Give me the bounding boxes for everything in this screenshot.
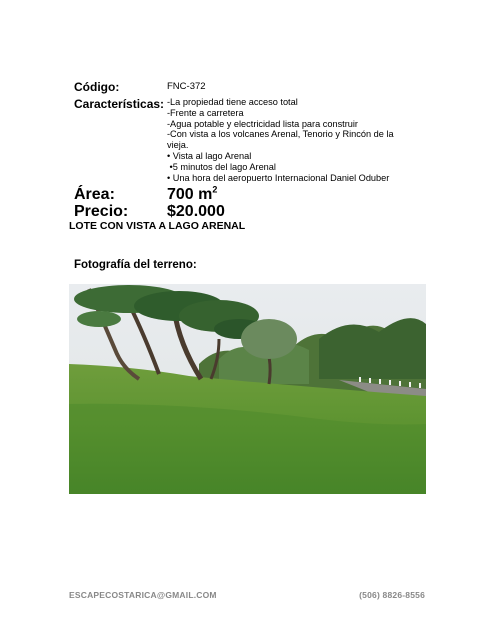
code-value: FNC-372 — [167, 81, 206, 92]
price-label: Precio: — [74, 203, 129, 220]
area-value-wrap — [167, 186, 217, 204]
feature-item: •5 minutos del lago Arenal — [167, 161, 276, 172]
feature-item: -Frente a carretera — [167, 107, 244, 118]
footer-email: ESCAPECOSTARICA@GMAIL.COM — [69, 590, 217, 600]
land-photo — [69, 284, 426, 494]
listing-title: LOTE CON VISTA A LAGO ARENAL — [69, 220, 246, 232]
photo-section-label: Fotografía del terreno: — [74, 259, 197, 271]
feature-item: -La propiedad tiene acceso total — [167, 97, 298, 107]
code-label: Código: — [74, 80, 120, 94]
area-value: 700 m — [167, 186, 213, 203]
features-list — [167, 97, 417, 183]
feature-item: -Con vista a los volcanes Arenal, Tenorio y Rincón de la — [167, 129, 394, 140]
feature-item: • Vista al lago Arenal — [167, 150, 252, 161]
area-label: Área: — [74, 186, 115, 203]
feature-item: vieja. — [167, 140, 189, 151]
features-label: Características: — [74, 97, 165, 111]
feature-item: • Una hora del aeropuerto Internacional Daniel Oduber — [167, 172, 390, 183]
price-value: $20.000 — [167, 203, 225, 220]
area-unit-superscript: 2 — [212, 184, 218, 195]
feature-item: -Agua potable y electricidad lista para construir — [167, 118, 358, 129]
footer-phone: (506) 8826-8556 — [359, 590, 425, 600]
